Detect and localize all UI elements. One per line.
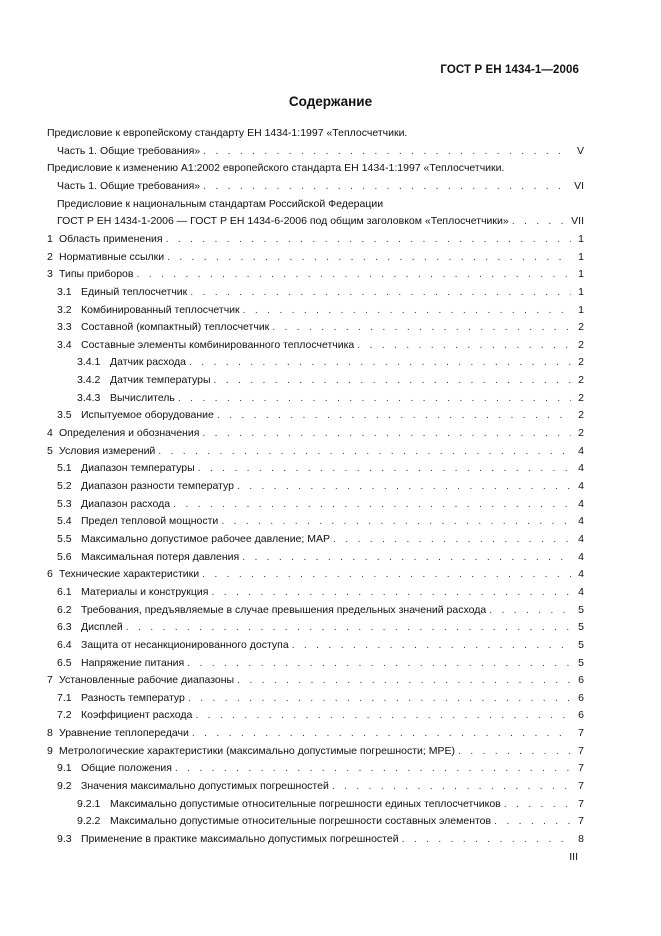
document-code: ГОСТ Р ЕН 1434-1—2006 [440,64,579,76]
toc-entry-page: 7 [578,797,584,810]
toc-entry-text: Комбинированный теплосчетчик [81,303,240,316]
toc-entry-text: Нормативные ссылки [59,250,165,263]
toc-entry-page: 7 [578,780,584,793]
toc-entry-title [57,532,330,546]
toc-entry[interactable] [47,726,584,740]
dot-leader [237,479,571,493]
toc-entry-text: Материалы и конструкция [81,585,209,598]
dot-leader [203,179,571,193]
dot-leader [203,144,571,158]
toc-entry[interactable] [47,250,584,264]
toc-entry-page: 7 [578,744,584,757]
dot-leader [211,585,571,599]
toc-entry-page: 7 [578,762,584,775]
toc-entry-page: 6 [578,674,584,687]
toc-entry-number: 4 [47,427,53,440]
toc-entry[interactable] [57,691,584,705]
toc-entry-text: Типы приборов [59,268,134,281]
toc-entry[interactable] [47,673,584,687]
toc-entry[interactable] [77,373,584,387]
toc-entry-page: 5 [578,621,584,634]
toc-entry-title [57,761,172,775]
toc-entry[interactable] [47,444,584,458]
toc-entry-page: 1 [578,303,584,316]
toc-entry-text: Общие положения [81,762,172,775]
toc-entry-text: Требования, предъявляемые в случае превышения предельных значений расхода [81,603,487,616]
toc-entry-title [57,620,123,634]
toc-entry-title [57,638,289,652]
toc-entry[interactable] [57,144,584,158]
toc-entry-number: 1 [47,232,53,245]
toc-entry-title [77,391,175,405]
toc-entry-number: 2 [47,250,53,263]
toc-entry-text: Датчик температуры [110,374,211,387]
dot-leader [357,338,571,352]
dot-leader [187,656,571,670]
toc-entry[interactable] [47,267,584,281]
toc-entry-text: Установленные рабочие диапазоны [59,674,235,687]
toc-entry-number: 3 [47,268,53,281]
toc-entry-title [57,303,240,317]
toc-entry-page: 6 [578,691,584,704]
toc-entry-title [57,408,214,422]
toc-entry-text: Метрологические характеристики (максимально допустимые погрешности; МРЕ) [59,744,455,757]
dot-leader [202,567,571,581]
toc-entry-text: Датчик расхода [110,356,187,369]
toc-entry-number: 3.2 [57,303,72,316]
dot-leader [173,497,571,511]
toc-entry-page: VI [574,179,584,192]
toc-entry[interactable] [57,638,584,652]
toc-entry-title [77,797,501,811]
toc-entry-title [57,550,239,564]
toc-entry[interactable] [47,232,584,246]
dot-leader [189,355,571,369]
toc-entry-text: Предел тепловой мощности [81,515,219,528]
dot-leader [217,408,571,422]
toc-entry-text: Испытуемое оборудование [81,409,214,422]
dot-leader [175,761,571,775]
toc-entry[interactable] [77,391,584,405]
toc-entry-page: 7 [578,815,584,828]
toc-entry-text: Часть 1. Общие требования» [57,144,201,157]
toc-entry-number: 3.4.3 [77,391,101,404]
toc-entry-page: V [576,144,584,157]
toc-entry[interactable] [57,585,584,599]
toc-entry[interactable] [57,214,584,228]
toc-entry-number: 5.3 [57,497,72,510]
toc-entry[interactable] [57,761,584,775]
toc-entry-title [47,267,133,281]
toc-entry-number: 7.2 [57,709,72,722]
toc-entry-text: Значения максимально допустимых погрешностей [81,780,329,793]
dot-leader [192,726,571,740]
toc-entry-title [47,567,199,581]
toc-entry-title [47,250,164,264]
toc-entry[interactable] [77,814,584,828]
toc-entry-number: 9.2 [57,780,72,793]
toc-entry[interactable] [57,514,584,528]
toc-entry-text: Условия измерений [59,444,156,457]
toc-entry-title [47,726,189,740]
dot-leader [202,426,571,440]
toc-entry-text: Максимально допустимое рабочее давление; МАР [81,532,330,545]
toc-entry-page: 2 [578,374,584,387]
toc-entry[interactable] [57,479,584,493]
toc-entry[interactable] [57,603,584,617]
toc-entry-text: Разность температур [81,691,185,704]
toc-entry[interactable] [57,550,584,564]
toc-entry-title [57,497,170,511]
dot-leader [504,797,571,811]
toc-entry-page: 2 [578,391,584,404]
toc-entry[interactable] [47,744,584,758]
dot-leader [242,550,571,564]
dot-leader [158,444,571,458]
toc-entry-text: Определения и обозначения [59,427,200,440]
toc-entry-page: VII [571,215,584,228]
toc-entry-text: Уравнение теплопередачи [59,727,189,740]
toc-entry[interactable] [57,497,584,511]
toc-entry-title [57,514,218,528]
dot-leader [494,814,571,828]
toc-entry-title [57,691,185,705]
toc-entry-page: 5 [578,603,584,616]
dot-leader [166,232,571,246]
toc-entry-title [57,779,329,793]
toc-entry-title [47,126,407,140]
toc-entry-title [57,656,184,670]
toc-entry[interactable] [77,797,584,811]
toc-entry-text: Применение в практике максимально допустимых погрешностей [81,833,399,845]
toc-entry-title [57,285,187,299]
toc-entry-title [47,426,199,440]
toc-entry-text: Вычислитель [110,391,175,404]
toc-entry[interactable] [47,567,584,581]
toc-entry[interactable] [47,426,584,440]
toc-entry-text: Диапазон разности температур [81,480,234,492]
dot-leader [458,744,571,758]
dot-leader [126,620,571,634]
toc-entry-number: 9.1 [57,762,72,775]
dot-leader [332,779,571,793]
toc-entry-text: Максимально допустимые относительные погрешности составных элементов [110,815,492,828]
toc-entry-text: Диапазон температуры [81,462,195,475]
toc-entry-page: 2 [578,427,584,440]
toc-entry[interactable] [47,126,584,140]
toc-entry-text: Защита от несанкционированного доступа [81,638,289,651]
toc-entry-page: 2 [578,321,584,334]
dot-leader [489,603,571,617]
dot-leader [221,514,571,528]
toc-entry-number: 9 [47,744,53,757]
toc-entry-number: 9.3 [57,833,72,845]
toc-entry-title [57,197,383,211]
dot-leader [167,250,571,264]
dot-leader [272,320,571,334]
toc-entry-number: 3.1 [57,285,72,298]
toc-entry-number: 9.2.1 [77,797,101,810]
toc-entry-text: Предисловие к изменению А1:2002 европейского стандарта ЕН 1434-1:1997 «Теплосчетчики. [47,162,505,175]
toc-entry-page: 1 [578,232,584,245]
toc-entry-title [57,179,200,193]
toc-entry[interactable] [57,197,584,211]
dot-leader [237,673,571,687]
dot-leader [198,461,571,475]
dot-leader [512,214,568,228]
dot-leader [214,373,571,387]
toc-entry-number: 5.4 [57,515,72,528]
toc-entry[interactable] [47,161,584,175]
dot-leader [178,391,571,405]
toc-entry-text: Коэффициент расхода [81,709,193,722]
dot-leader [292,638,571,652]
toc-entry-page: 4 [578,515,584,528]
toc-entry-number: 3.4.2 [77,374,101,387]
toc-entry-title [57,479,234,493]
toc-entry-page: 4 [578,444,584,457]
dot-leader [136,267,571,281]
toc-entry[interactable] [57,779,584,793]
toc-entry[interactable] [57,708,584,722]
toc-entry-title [77,373,211,387]
dot-leader [188,691,571,705]
toc-entry-title [57,320,269,334]
dot-leader [190,285,571,299]
toc-entry-title [47,161,504,175]
toc-entry-text: Предисловие к европейскому стандарту ЕН 1434-1:1997 «Теплосчетчики. [47,127,408,139]
toc-entry-text: Напряжение питания [81,656,185,669]
toc-entry-text: Максимальная потеря давления [81,550,240,563]
toc-entry[interactable] [57,303,584,317]
toc-entry[interactable] [57,320,584,334]
toc-entry-number: 6.1 [57,585,72,598]
toc-entry-title [47,232,163,246]
toc-entry-number: 6.2 [57,603,72,616]
toc-entry-number: 5.2 [57,480,72,492]
toc-entry-number: 5.1 [57,462,72,475]
toc-entry[interactable] [57,408,584,422]
toc-entry-page: 5 [578,638,584,651]
toc-entry[interactable] [57,338,584,352]
toc-entry-page: 1 [578,268,584,281]
dot-leader [402,832,571,846]
toc-entry-title [47,744,455,758]
toc-entry-number: 5.5 [57,532,72,545]
toc-entry-text: Единый теплосчетчик [81,285,188,298]
toc-entry-number: 5.6 [57,550,72,563]
toc-entry-text: Диапазон расхода [81,497,171,510]
toc-entry-number: 7.1 [57,691,72,704]
toc-entry-number: 7 [47,674,53,687]
toc-entry[interactable] [57,285,584,299]
toc-entry-number: 3.4.1 [77,356,101,369]
toc-entry-text: Дисплей [81,621,123,634]
toc-entry-title [77,814,491,828]
toc-entry-title [57,603,486,617]
toc-entry-page: 2 [578,338,584,351]
toc-entry-page: 6 [578,709,584,722]
dot-leader [195,708,571,722]
toc-entry-number: 6.5 [57,656,72,669]
page-title: Содержание [288,94,373,109]
toc-entry-page: 2 [578,409,584,422]
toc-entry-page: 4 [578,585,584,598]
toc-entry[interactable] [57,656,584,670]
toc-entry-text: Составной (компактный) теплосчетчик [81,321,270,334]
toc-entry-title [57,708,192,722]
toc-entry[interactable] [57,532,584,546]
toc-entry-number: 3.5 [57,409,72,422]
toc-entry-text: Область применения [59,232,163,245]
toc-entry-text: ГОСТ Р ЕН 1434-1-2006 — ГОСТ Р ЕН 1434-6-2006 под общим заголовком «Теплосчетчики» [57,215,509,228]
toc-entry-text: Максимально допустимые относительные погрешности единых теплосчетчиков [110,797,501,810]
toc-entry-page: 1 [578,250,584,263]
dot-leader [243,303,571,317]
toc-entry-title [57,338,354,352]
toc-entry-number: 3.3 [57,321,72,334]
dot-leader [333,532,571,546]
toc-entry-page: 1 [578,285,584,298]
toc-entry-number: 9.2.2 [77,815,101,828]
toc-entry-number: 3.4 [57,338,72,351]
toc-entry-title [47,673,234,687]
toc-entry-page: 7 [578,727,584,740]
toc-entry-page: 4 [578,462,584,475]
page-number: III [569,851,578,863]
toc-entry[interactable] [57,832,584,846]
toc-entry-title [57,832,399,846]
toc-entry[interactable] [57,620,584,634]
toc-entry[interactable] [57,461,584,475]
toc-entry-page: 4 [578,568,584,581]
toc-entry-page: 4 [578,550,584,563]
toc-entry-text: Предисловие к национальным стандартам Российской Федерации [57,197,384,210]
toc-entry-number: 6.3 [57,621,72,634]
toc-entry-title [47,444,155,458]
toc-entry[interactable] [57,179,584,193]
toc-entry-page: 8 [578,833,584,845]
toc-entry-number: 8 [47,727,53,740]
toc-entry-number: 5 [47,444,53,457]
toc-entry-page: 4 [578,532,584,545]
toc-entry-text: Часть 1. Общие требования» [57,179,201,192]
toc-entry-text: Составные элементы комбинированного теплосчетчика [81,338,355,351]
toc-entry-page: 2 [578,356,584,369]
toc-entry-title [57,214,509,228]
toc-entry-title [57,461,195,475]
toc-entry-text: Технические характеристики [59,568,200,581]
toc-entry-page: 4 [578,497,584,510]
toc-entry-page: 4 [578,480,584,492]
toc-entry-title [57,585,208,599]
toc-entry-title [57,144,200,158]
toc-entry-number: 6.4 [57,638,72,651]
toc-entry[interactable] [77,355,584,369]
toc-entry-page: 5 [578,656,584,669]
toc-entry-title [77,355,186,369]
toc-entry-number: 6 [47,568,53,581]
